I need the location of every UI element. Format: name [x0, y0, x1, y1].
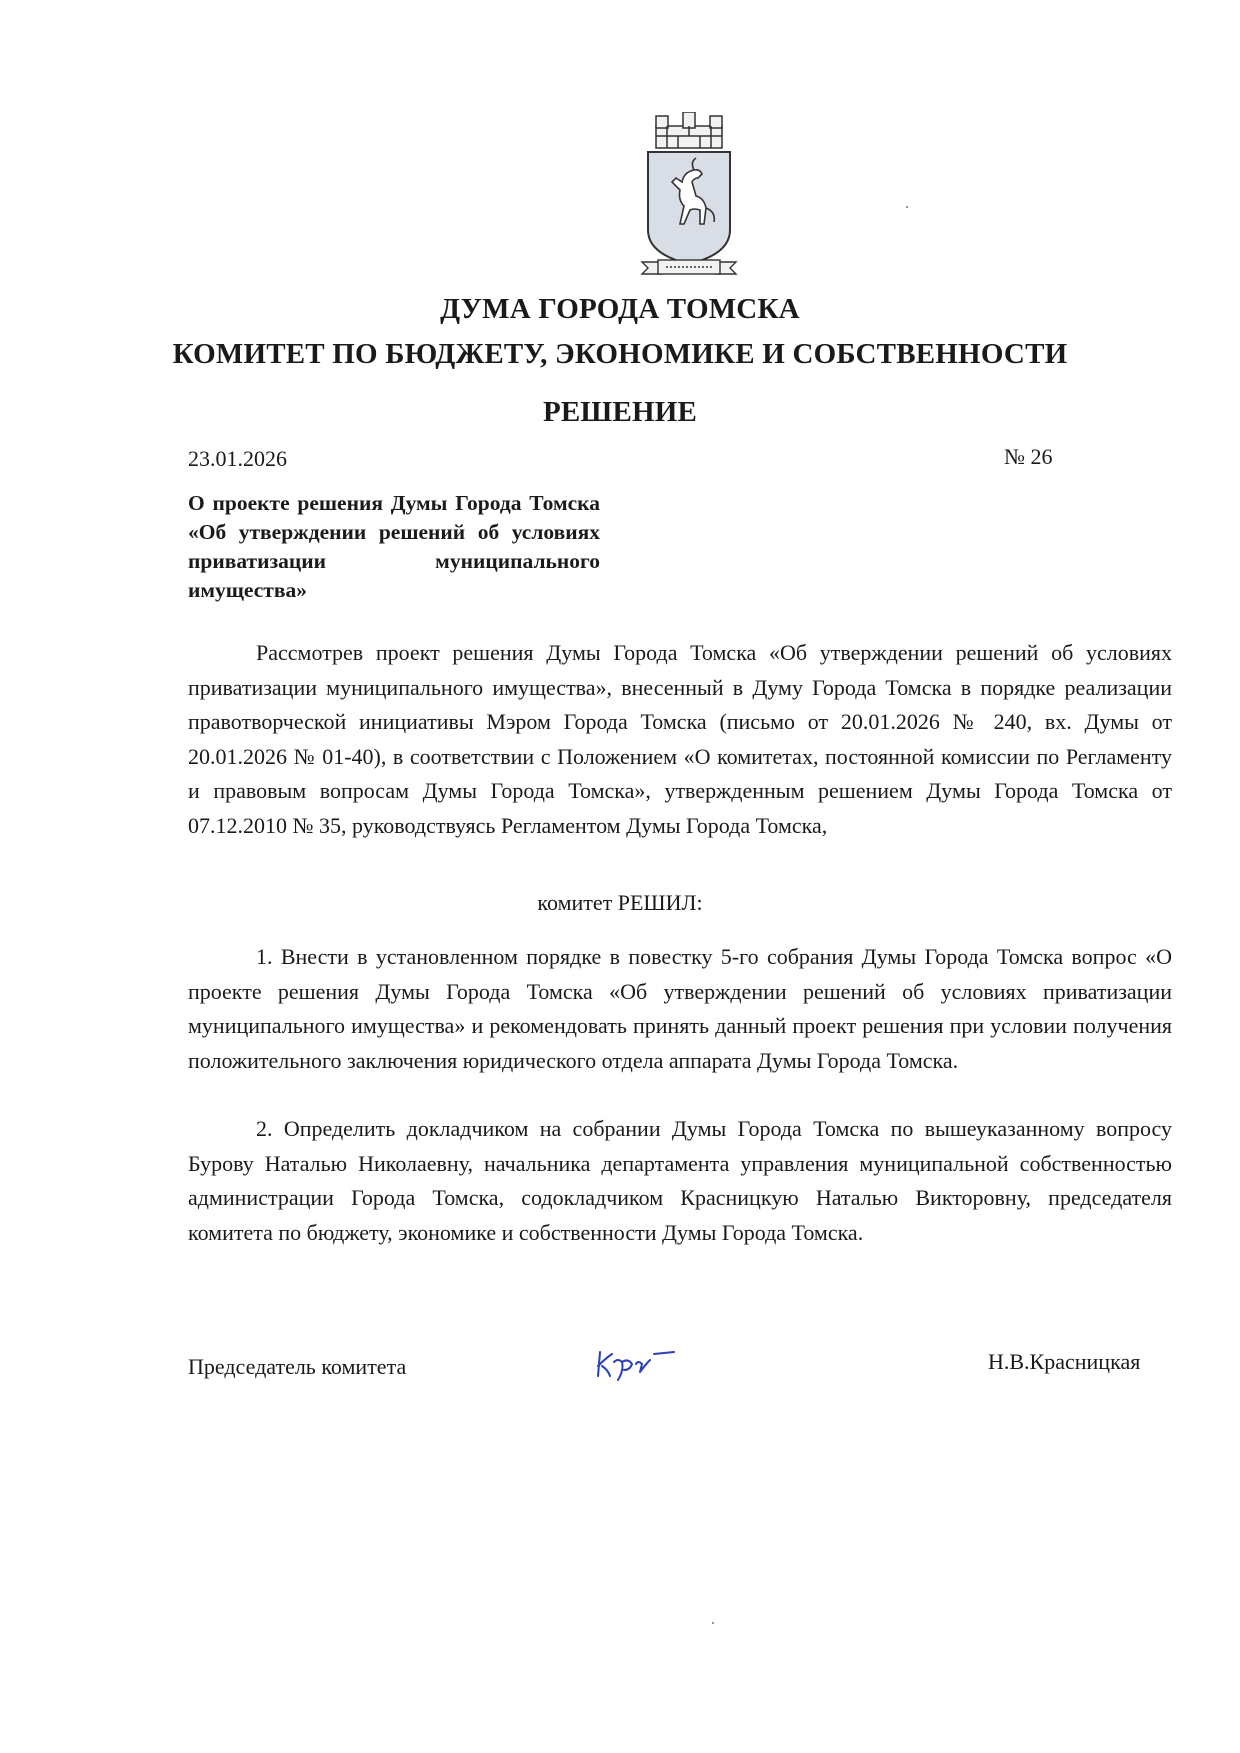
document-date: 23.01.2026	[188, 446, 287, 471]
decision-item: 1. Внести в установленном порядке в повестку 5-го собрания Думы Города Томска вопрос «О проекте решения Думы Города Томска «Об утверждении решений об условиях приватизации муниципального имущества» и рекомендовать принять данный проект решения при условии получения положительного заключения юридического отдела аппарата Думы Города Томска.	[188, 944, 1172, 1073]
crown-icon	[656, 112, 722, 148]
intro-paragraph: Рассмотрев проект решения Думы Города Томска «Об утверждении решений об условиях приватизации муниципального имущества», внесенный в Думу Города Томска в порядке реализации правотворческой инициативы Мэром Города Томска (письмо от 20.01.2026 № 240, вх. Думы от 20.01.2026 № 01-40), в соответствии с Положением «О комитетах, постоянной комиссии по Регламенту и правовым вопросам Думы Города Томска», утвержденным решением Думы Города Томска от 07.12.2010 № 35, руководствуясь Регламентом Думы Города Томска,	[188, 640, 1172, 838]
scan-speck	[712, 1622, 714, 1624]
document-number: № 26	[1004, 444, 1053, 469]
scan-speck	[906, 206, 908, 208]
committee-title: КОМИТЕТ ПО БЮДЖЕТУ, ЭКОНОМИКЕ И СОБСТВЕННОСТИ	[172, 338, 1068, 370]
tomsk-coat-of-arms-icon	[634, 112, 744, 282]
signatory-name: Н.В.Красницкая	[988, 1349, 1141, 1374]
document-type: РЕШЕНИЕ	[542, 396, 698, 428]
handwritten-signature-icon	[594, 1340, 678, 1386]
document-subject: О проекте решения Думы Города Томска «Об утверждении решений об условиях приватизации муниципального имущества»	[188, 491, 600, 602]
decision-item: 2. Определить докладчиком на собрании Думы Города Томска по вышеуказанному вопросу Бурову Наталью Николаевну, начальника департамента управления муниципальной собственностью администрации Города Томска, содокладчиком Красницкую Наталью Викторовну, председателя комитета по бюджету, экономике и собственности Думы Города Томска.	[188, 1116, 1172, 1245]
signatory-role: Председатель комитета	[188, 1354, 407, 1379]
decision-heading: комитет РЕШИЛ:	[537, 890, 703, 915]
ribbon-icon	[642, 260, 736, 274]
duma-title: ДУМА ГОРОДА ТОМСКА	[440, 293, 800, 325]
